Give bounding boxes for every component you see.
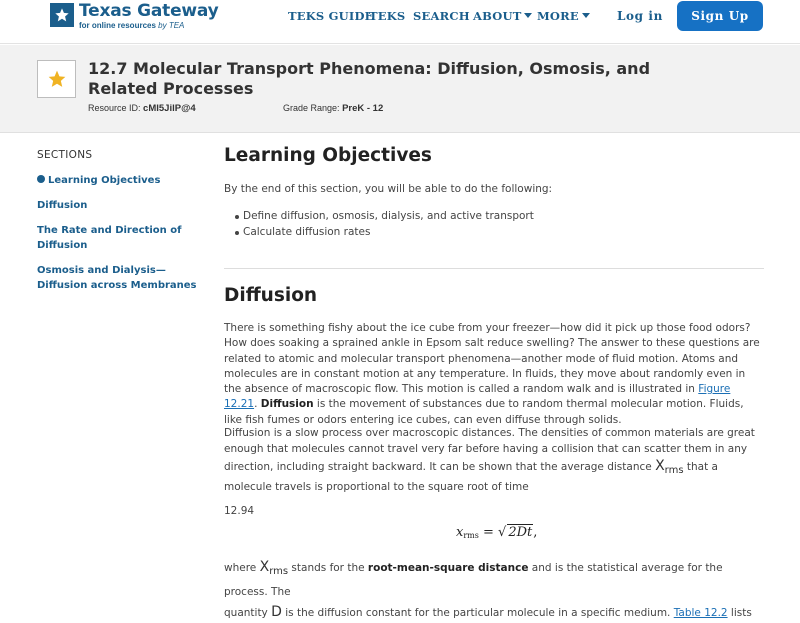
nav-teks-guide[interactable]: TEKS GUIDE [288,9,374,23]
chevron-down-icon [582,13,590,18]
grade-range: Grade Range: PreK - 12 [283,103,384,114]
nav-about[interactable]: ABOUT [473,9,532,23]
logo-name: Texas Gateway [79,1,219,21]
page-title: 12.7 Molecular Transport Phenomena: Diffusion, Osmosis, and Related Processes [88,59,651,98]
sidebar-item-rate-direction[interactable]: The Rate and Direction of Diffusion [37,225,182,251]
paragraph-diffusion-slow: Diffusion is a slow process over macroscopic distances. The densities of common materials are great enough that molecules cannot travel very far before having a collision that can scatter them in any direction, including straight backward. It can be shown that the average distance $X_{rms}$ that a molecule travels is proportional to the square root of time [224,427,755,493]
star-icon [47,69,67,89]
top-nav [0,0,800,44]
active-dot-icon [37,175,45,183]
nav-teks[interactable]: TEKS [369,9,406,23]
equation-x-rms: $x_{rms}$ = √ 2Dt, [456,525,538,540]
objective-item: Calculate diffusion rates [243,226,371,238]
heading-diffusion: Diffusion [224,285,318,306]
x-rms-symbol: $X_{rms}$ [259,559,289,577]
chevron-down-icon [524,13,532,18]
sidebar-item-diffusion[interactable]: Diffusion [37,200,88,211]
objectives-intro: By the end of this section, you will be able to do the following: [224,183,553,195]
logo-star-icon [50,3,74,27]
heading-learning-objectives: Learning Objectives [224,145,432,166]
paragraph-where: where $X_{rms}$ stands for the root-mean-square distance and is the statistical average for the process. The quantity D is the diffusion constant for the particular molecule in a specific medium. Table 12.2 lists [224,559,752,620]
x-rms-symbol: $X_{rms}$ [655,457,684,476]
login-link[interactable]: Log in [617,9,663,23]
signup-button[interactable]: Sign Up [677,1,763,31]
nav-more[interactable]: MORE [537,9,590,23]
d-symbol: D [271,604,282,620]
table-12-2-link[interactable]: Table 12.2 [673,607,728,619]
sidebar-item-learning-objectives[interactable]: Learning Objectives [37,173,212,188]
figure-12-21-link[interactable]: Figure 12.21 [224,383,731,411]
favorite-button[interactable] [37,60,76,98]
sidebar-item-osmosis-dialysis[interactable]: Osmosis and Dialysis—Diffusion across Membranes [37,265,197,291]
logo-tagline: for online resources by TEA [79,21,185,30]
divider [224,268,764,269]
objective-item: Define diffusion, osmosis, dialysis, and active transport [243,210,534,222]
paragraph-diffusion-intro: There is something fishy about the ice cube from your freezer—how did it pick up those food odors? How does soaking a sprained ankle in Epsom salt reduce swelling? The answer to these questions are related to atomic and molecular transport phenomena—another mode of fluid motion. Atoms and molecules are in constant motion at any temperature. In fluids, they move about randomly even in the absence of macroscopic flow. This motion is called a random walk and is illustrated in Figure 12.21. Diffusion is the movement of substances due to random thermal molecular motion. Fluids, like fish fumes or odors entering ice cubes, can even diffuse through solids. [224,322,760,426]
resource-id: Resource ID: cMI5JilP@4 [88,103,196,114]
sections-heading: SECTIONS [37,149,93,161]
texas-gateway-logo[interactable] [50,2,220,32]
equation-number: 12.94 [224,505,255,517]
resource-header [0,45,800,133]
nav-search[interactable]: SEARCH [413,9,470,23]
